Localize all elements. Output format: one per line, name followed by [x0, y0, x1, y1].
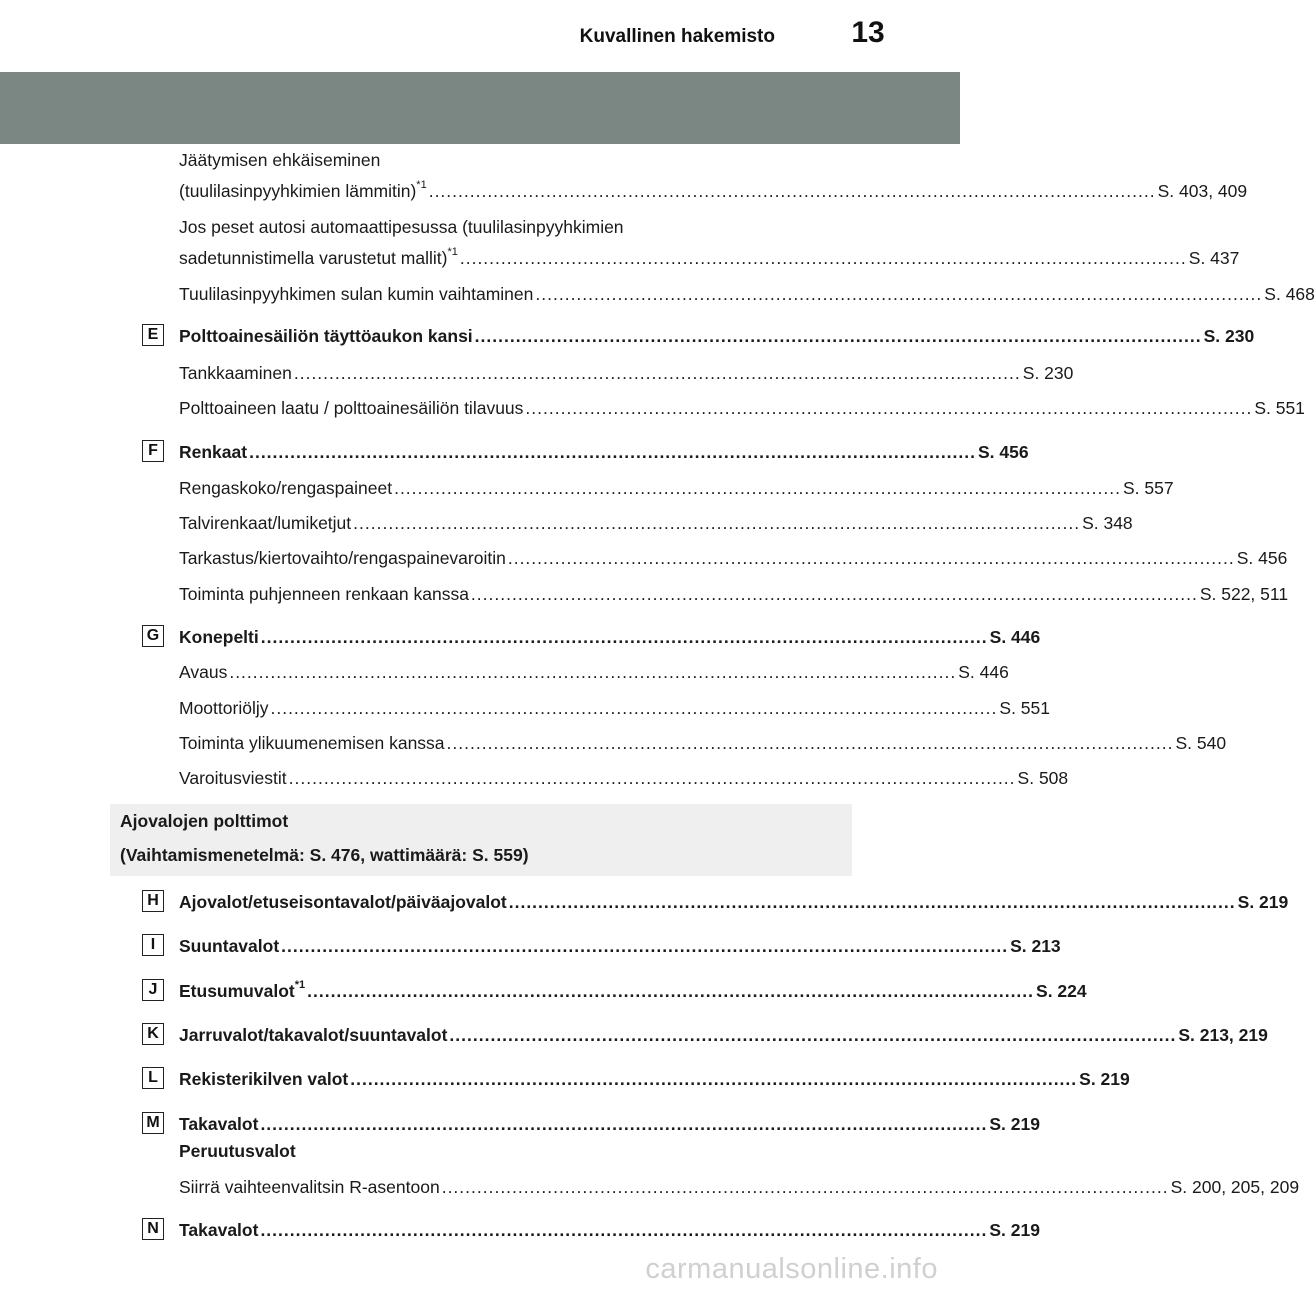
section-letter-badge: G [142, 625, 164, 647]
entry-page-link[interactable]: S. 230 [1203, 326, 1255, 346]
entry-page-link[interactable]: S. 219 [1237, 892, 1289, 912]
leader-dots: ............................................................................................................................ [350, 1069, 1078, 1089]
index-entry [179, 216, 809, 238]
section-letter-badge: L [142, 1067, 164, 1089]
index-entry [179, 935, 1061, 957]
watermark: carmanualsonline.info [645, 1253, 938, 1285]
entry-page-link[interactable]: S. 446 [958, 662, 1009, 682]
entry-page-link[interactable]: S. 348 [1082, 513, 1133, 533]
section-title: Suuntavalot [179, 936, 280, 956]
entry-text: Polttoaineen laatu / polttoainesäiliön tilavuus [179, 398, 524, 418]
leader-dots: ............................................................................................................................ [441, 1177, 1169, 1197]
entry-text: Toiminta puhjenneen renkaan kanssa [179, 584, 469, 604]
entry-text: Avaus [179, 662, 228, 682]
entry-page-link[interactable]: S. 200, 205, 209 [1170, 1177, 1300, 1197]
index-entry [179, 767, 1069, 789]
section-letter-badge: M [142, 1112, 164, 1134]
index-entry [179, 397, 1305, 419]
index-entry [179, 1113, 1040, 1135]
page-number: 13 [851, 16, 885, 49]
section-subtitle: Peruutusvalot [179, 1141, 296, 1161]
section-letter-badge: E [142, 324, 164, 346]
entry-page-link[interactable]: S. 446 [989, 627, 1041, 647]
section-title: Konepelti [179, 627, 259, 647]
index-entry [179, 179, 1248, 202]
section-title: Takavalot [179, 1114, 259, 1134]
leader-dots: ............................................................................................................................ [449, 1025, 1177, 1045]
entry-page-link[interactable]: S. 551 [1254, 398, 1305, 418]
entry-page-link[interactable]: S. 219 [989, 1220, 1040, 1240]
section-title: Polttoainesäiliön täyttöaukon kansi [179, 326, 473, 346]
section-letter-badge: F [142, 440, 164, 462]
index-entry [179, 362, 1074, 384]
index-entry [179, 732, 1227, 754]
index-entry [179, 626, 1041, 648]
leader-dots: ............................................................................................................................ [229, 662, 957, 682]
section-title: Etusumuvalot$^{*1}$ [179, 979, 306, 1001]
section-title: Rekisterikilven valot [179, 1069, 349, 1089]
leader-dots: ............................................................................................................................ [260, 1114, 988, 1134]
index-entry [179, 512, 1133, 534]
index-entry [179, 149, 809, 171]
index-entry [179, 697, 1050, 719]
entry-text: Moottoriöljy [179, 698, 269, 718]
index-entry [179, 979, 1087, 1002]
entry-page-link[interactable]: S. 213 [1010, 936, 1061, 956]
entry-text: Siirrä vaihteenvalitsin R-asentoon [179, 1177, 440, 1197]
index-entry [179, 891, 1289, 913]
leader-dots: ............................................................................................................................ [293, 363, 1021, 383]
section-letter-badge: N [142, 1218, 164, 1240]
section-letter-badge: J [142, 979, 164, 1001]
leader-dots: ............................................................................................................................ [353, 513, 1081, 533]
entry-text: sadetunnistimella varustetut mallit)$^{*1}$ [179, 246, 458, 268]
index-entry [179, 583, 1289, 605]
leader-dots: ............................................................................................................................ [288, 768, 1016, 788]
leader-dots: ............................................................................................................................ [260, 1220, 988, 1240]
entry-page-link[interactable]: S. 522, 511 [1199, 584, 1289, 604]
entry-page-link[interactable]: S. 551 [999, 698, 1050, 718]
section-letter-badge: K [142, 1023, 164, 1045]
bulb-box-subtitle: (Vaihtamismenetelmä: S. 476, wattimäärä: S. 559) [120, 845, 529, 865]
entry-page-link[interactable]: S. 557 [1122, 478, 1174, 498]
entry-page-link[interactable]: S. 403, 409 [1157, 181, 1248, 201]
entry-text: Tankkaaminen [179, 363, 292, 383]
entry-page-link[interactable]: S. 468 [1264, 284, 1315, 304]
section-title: Ajovalot/etuseisontavalot/päiväajovalot [179, 892, 507, 912]
leader-dots: ............................................................................................................................ [249, 442, 976, 462]
leader-dots: ............................................................................................................................ [281, 936, 1009, 956]
entry-text: Rengaskoko/rengaspaineet [179, 478, 393, 498]
index-entry [179, 283, 1315, 305]
index-entry [179, 1219, 1040, 1241]
entry-page-link[interactable]: S. 213, 219 [1178, 1025, 1268, 1045]
section-letter-badge: I [142, 934, 164, 956]
index-entry [179, 1176, 1300, 1198]
index-entry [179, 1140, 809, 1162]
index-entry [179, 661, 1009, 683]
section-title: Renkaat [179, 442, 248, 462]
header-banner [0, 72, 960, 144]
leader-dots: ............................................................................................................................ [394, 478, 1121, 498]
index-entry [179, 547, 1288, 569]
index-entry [179, 325, 1255, 347]
entry-page-link[interactable]: S. 230 [1022, 363, 1074, 383]
leader-dots: ............................................................................................................................ [470, 584, 1198, 604]
entry-page-link[interactable]: S. 437 [1188, 248, 1240, 268]
entry-page-link[interactable]: S. 219 [989, 1114, 1040, 1134]
index-entry [179, 1024, 1268, 1046]
leader-dots: ............................................................................................................................ [428, 181, 1156, 201]
leader-dots: ............................................................................................................................ [307, 981, 1035, 1001]
leader-dots: ............................................................................................................................ [260, 627, 988, 647]
entry-text: Varoitusviestit [179, 768, 287, 788]
leader-dots: ............................................................................................................................ [459, 248, 1187, 268]
page-header [0, 0, 960, 58]
entry-text: (tuulilasinpyyhkimien lämmitin)$^{*1}$ [179, 179, 427, 201]
index-entry [179, 246, 1240, 269]
entry-text: Tuulilasinpyyhkimen sulan kumin vaihtaminen [179, 284, 534, 304]
leader-dots: ............................................................................................................................ [507, 548, 1235, 568]
entry-page-link[interactable]: S. 224 [1036, 981, 1087, 1001]
index-entry [179, 1068, 1130, 1090]
entry-text: Tarkastus/kiertovaihto/rengaspainevaroitin [179, 548, 506, 568]
header-title: Kuvallinen hakemisto [579, 26, 775, 47]
section-letter-badge: H [142, 890, 164, 912]
leader-dots: ............................................................................................................................ [535, 284, 1263, 304]
entry-page-link[interactable]: S. 508 [1017, 768, 1069, 788]
index-entry [179, 441, 1029, 463]
section-title: Takavalot [179, 1220, 259, 1240]
entry-page-link[interactable]: S. 219 [1079, 1069, 1130, 1089]
entry-text: Toiminta ylikuumenemisen kanssa [179, 733, 445, 753]
leader-dots: ............................................................................................................................ [474, 326, 1202, 346]
entry-page-link[interactable]: S. 540 [1175, 733, 1227, 753]
entry-text-line: Jäätymisen ehkäiseminen [179, 150, 381, 170]
entry-text: Talvirenkaat/lumiketjut [179, 513, 352, 533]
entry-page-link[interactable]: S. 456 [1236, 548, 1288, 568]
bulb-box-title: Ajovalojen polttimot [120, 811, 289, 831]
leader-dots: ............................................................................................................................ [525, 398, 1253, 418]
leader-dots: ............................................................................................................................ [508, 892, 1236, 912]
section-title: Jarruvalot/takavalot/suuntavalot [179, 1025, 448, 1045]
entry-page-link[interactable]: S. 456 [978, 442, 1029, 462]
index-entry [179, 477, 1174, 499]
entry-text-line: Jos peset autosi automaattipesussa (tuulilasinpyyhkimien [179, 217, 624, 237]
leader-dots: ............................................................................................................................ [270, 698, 998, 718]
leader-dots: ............................................................................................................................ [446, 733, 1174, 753]
